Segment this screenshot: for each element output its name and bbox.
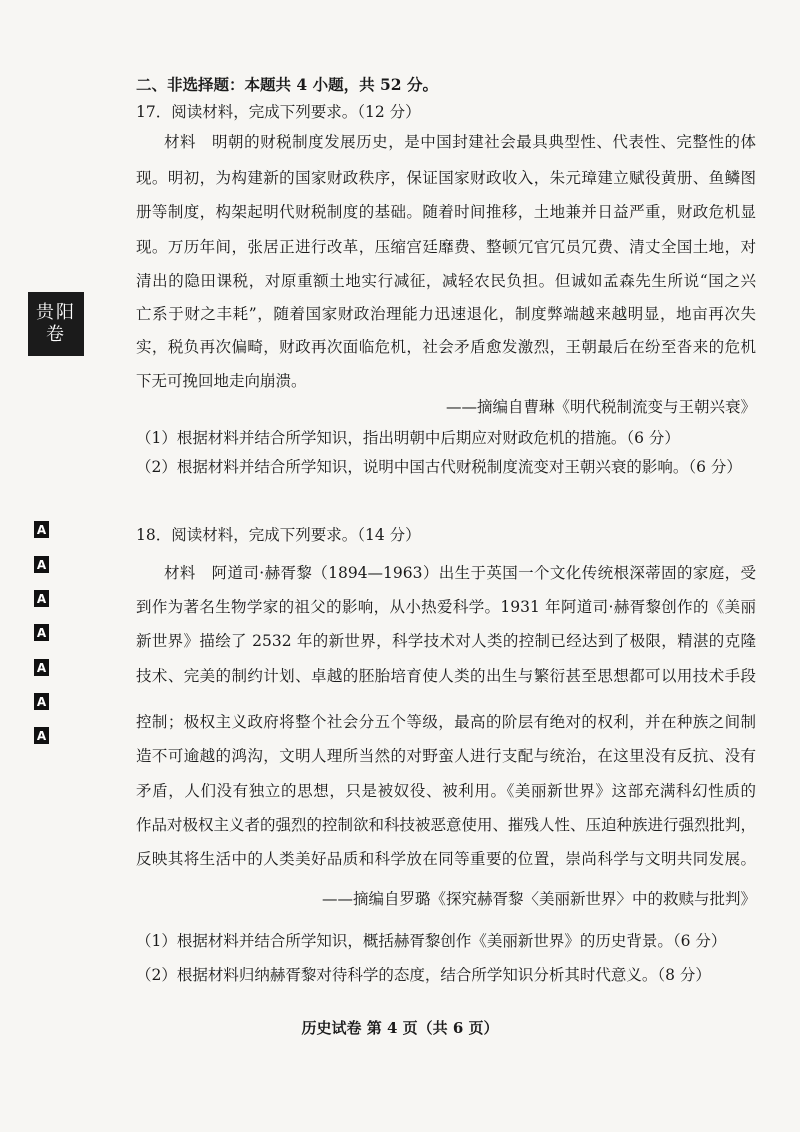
q18-material-line: 造不可逾越的鸿沟，文明人理所当然的对野蛮人进行支配与统治，在这里没有反抗、没有 <box>136 747 756 765</box>
q17-material-line: 现。万历年间，张居正进行改革，压缩宫廷靡费、整顿冗官冗员冗费、清丈全国土地，对 <box>136 238 756 256</box>
side-marker: A <box>34 693 49 710</box>
q18-material-line: 作品对极权主义者的强烈的控制欲和科技被恶意使用、摧残人性、压迫种族进行强烈批判， <box>136 816 757 834</box>
q17-material-line: 材料 明朝的财税制度发展历史，是中国封建社会最具典型性、代表性、完整性的体 <box>164 133 756 151</box>
q17-material-line: 下无可挽回地走向崩溃。 <box>136 372 307 390</box>
side-marker: A <box>34 521 49 538</box>
side-marker: A <box>34 590 49 607</box>
q18-material-line: 到作为著名生物学家的祖父的影响，从小热爱科学。1931 年阿道司·赫胥黎创作的《美丽 <box>136 598 756 616</box>
side-region-label-2: 卷 <box>46 324 66 345</box>
side-marker: A <box>34 624 49 641</box>
q17-subquestion-1: （1）根据材料并结合所学知识，指出明朝中后期应对财政危机的措施。（6 分） <box>136 429 680 447</box>
q17-material-line: 亡系于财之丰耗”，随着国家财政治理能力迅速退化，制度弊端越来越明显，地亩再次失 <box>136 305 756 323</box>
q18-material-line: 控制；极权主义政府将整个社会分五个等级，最高的阶层有绝对的权利，并在种族之间制 <box>136 713 756 731</box>
q18-material-line: 技术、完美的制约计划、卓越的胚胎培育使人类的出生与繁衍甚至思想都可以用技术手段 <box>136 667 756 685</box>
q18-material-line: 材料 阿道司·赫胥黎（1894—1963）出生于英国一个文化传统根深蒂固的家庭，受 <box>164 564 756 582</box>
side-region-label-1: 贵阳 <box>36 302 76 323</box>
question-18-title: 18．阅读材料，完成下列要求。（14 分） <box>136 526 421 544</box>
q18-material-line: 新世界》描绘了 2532 年的新世界，科学技术对人类的控制已经达到了极限，精湛的克隆 <box>136 632 756 650</box>
q17-subquestion-2: （2）根据材料并结合所学知识，说明中国古代财税制度流变对王朝兴衰的影响。（6 分） <box>136 458 742 476</box>
side-marker: A <box>34 727 49 744</box>
q17-source: ——摘编自曹琳《明代税制流变与王朝兴衰》 <box>445 398 756 416</box>
side-marker: A <box>34 556 49 573</box>
q18-source: ——摘编自罗璐《探究赫胥黎〈美丽新世界〉中的救赎与批判》 <box>321 890 756 908</box>
section-title: 二、非选择题：本题共 4 小题，共 52 分。 <box>136 75 438 94</box>
q18-material-line: 反映其将生活中的人类美好品质和科学放在同等重要的位置，崇尚科学与文明共同发展。 <box>136 850 756 868</box>
q17-material-line: 册等制度，构架起明代财税制度的基础。随着时间推移，土地兼并日益严重，财政危机显 <box>136 203 756 221</box>
side-region-tab <box>28 292 84 356</box>
q17-material-line: 现。明初，为构建新的国家财政秩序，保证国家财政收入，朱元璋建立赋役黄册、鱼鳞图 <box>136 169 756 187</box>
page-footer: 历史试卷 第 4 页（共 6 页） <box>301 1019 499 1037</box>
q17-material-line: 实，税负再次偏畸，财政再次面临危机，社会矛盾愈发激烈，王朝最后在纷至沓来的危机 <box>136 338 756 356</box>
side-marker: A <box>34 659 49 676</box>
q18-material-line: 矛盾，人们没有独立的思想，只是被奴役、被利用。《美丽新世界》这部充满科幻性质的 <box>136 782 756 800</box>
q18-subquestion-2: （2）根据材料归纳赫胥黎对待科学的态度，结合所学知识分析其时代意义。（8 分） <box>136 966 711 984</box>
q18-subquestion-1: （1）根据材料并结合所学知识，概括赫胥黎创作《美丽新世界》的历史背景。（6 分） <box>136 932 727 950</box>
question-17-title: 17．阅读材料，完成下列要求。（12 分） <box>136 103 421 121</box>
q17-material-line: 清出的隐田课税，对原重额土地实行减征，减轻农民负担。但诚如孟森先生所说“国之兴 <box>136 272 756 290</box>
